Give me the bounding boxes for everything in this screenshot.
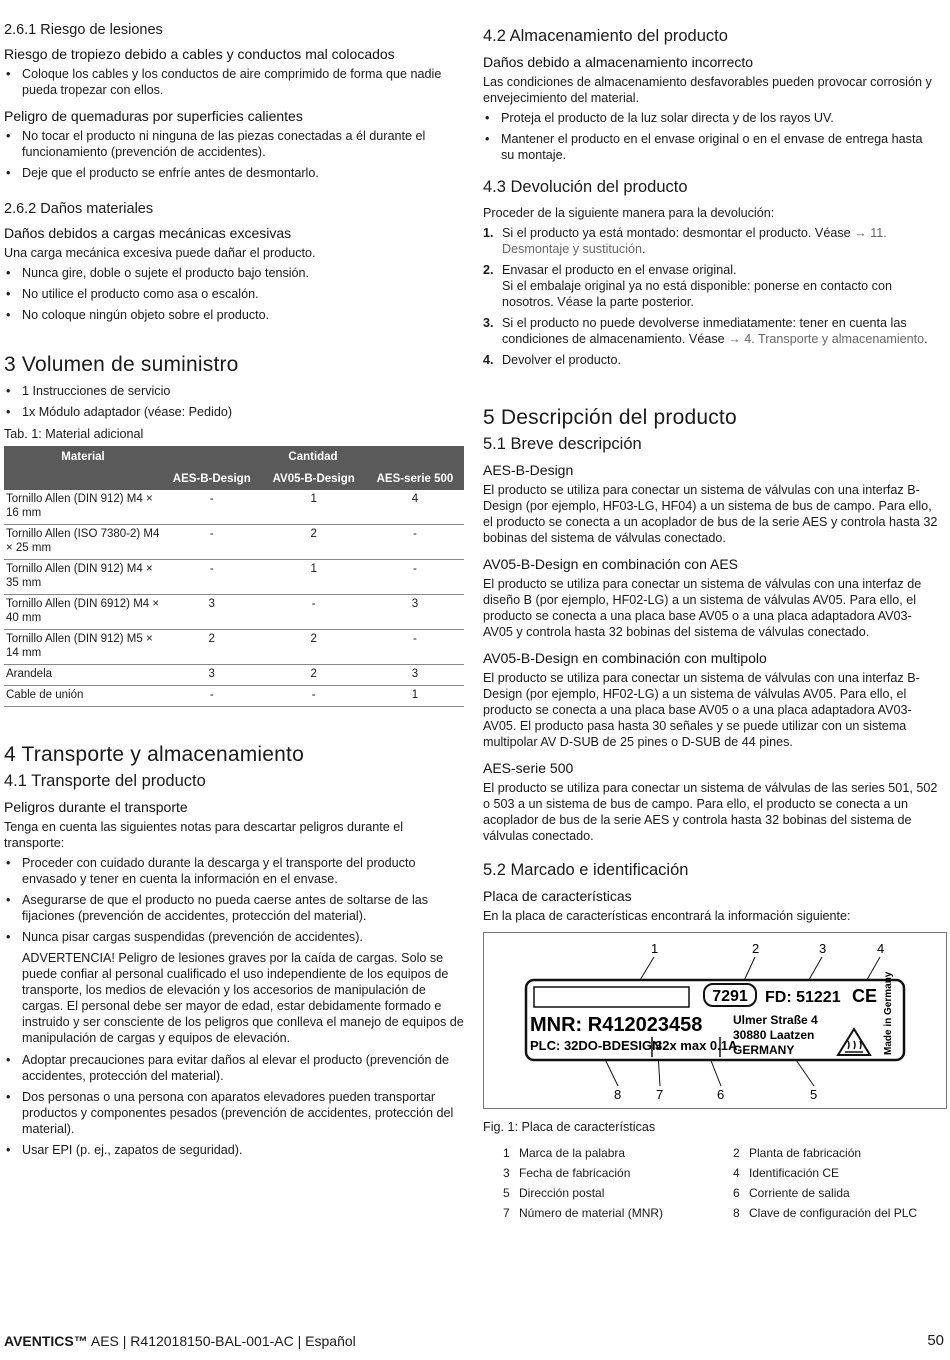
table-row xyxy=(4,595,464,630)
material-name-cell: Tornillo Allen (DIN 912) M5 × 14 mm xyxy=(4,630,162,665)
legend-number: 1 xyxy=(503,1146,510,1160)
table-row xyxy=(4,525,464,560)
legend-text: Clave de configuración del PLC xyxy=(749,1206,918,1220)
col-header-material: Material xyxy=(4,446,162,468)
legend-text: Corriente de salida xyxy=(749,1186,850,1200)
section-3-title: 3 Volumen de suministro xyxy=(4,353,239,376)
legend-text: Planta de fabricación xyxy=(749,1146,862,1160)
table-row xyxy=(4,630,464,665)
step-text: Devolver el producto. xyxy=(502,353,622,367)
mech-heading: Daños debidos a cargas mecánicas excesivas xyxy=(4,225,292,241)
list-item: • Proteja el producto de la luz solar directa y de los rayos UV. xyxy=(483,110,938,126)
material-name-cell: Tornillo Allen (DIN 6912) M4 × 40 mm xyxy=(4,595,162,630)
list-item: • No tocar el producto ni ninguna de las piezas conectadas a él durante el funcionamiento (prevención de accidentes). xyxy=(4,128,464,160)
col-header-cantidad: Cantidad xyxy=(162,446,464,468)
storage-list xyxy=(483,110,938,163)
material-name-cell: Arandela xyxy=(4,665,162,686)
fd-code: FD: 51221 xyxy=(765,989,841,1006)
step-number: 4. xyxy=(483,353,494,367)
quantity-cell: 3 xyxy=(366,665,464,686)
quantity-cell: 1 xyxy=(261,560,365,595)
burn-list xyxy=(4,128,464,181)
list-item: • Proceder con cuidado durante la descarga y el transporte del producto envasado y tener en cuenta la información en el envase. xyxy=(4,855,464,887)
trip-hazard-heading: Riesgo de tropiezo debido a cables y conductos mal colocados xyxy=(4,46,395,62)
transport-intro: Tenga en cuenta las siguientes notas para descartar peligros durante el transporte: xyxy=(4,820,404,850)
legend-text: Identificación CE xyxy=(749,1166,840,1180)
list-item: • Adoptar precauciones para evitar daños al elevar el producto (prevención de accidentes, protección del material). xyxy=(4,1052,464,1084)
callout-4: 4 xyxy=(877,941,885,956)
page-number: 50 xyxy=(927,1332,944,1349)
list-item: • No coloque ningún objeto sobre el producto. xyxy=(4,307,464,323)
quantity-cell: 3 xyxy=(366,595,464,630)
legend-number: 6 xyxy=(733,1186,740,1200)
list-item: • No utilice el producto como asa o escalón. xyxy=(4,286,464,302)
legend-item xyxy=(713,1145,943,1161)
legend-item xyxy=(483,1165,713,1181)
quantity-cell: 2 xyxy=(261,525,365,560)
word-mark-box xyxy=(534,987,689,1007)
list-item: • Usar EPI (p. ej., zapatos de seguridad). xyxy=(4,1142,464,1158)
quantity-cell: - xyxy=(162,525,261,560)
plate-intro: En la placa de características encontrará la información siguiente: xyxy=(483,909,851,923)
aes-b-text: El producto se utiliza para conectar un sistema de válvulas con una interfaz B-Design (por ejemplo, HF03-LG, HF04) a un sistema de bus de campo. Para ello, el producto se conecta a un acoplador de bus de la serie AES y controla hasta 32 bobinas del sistema de válvulas conectado. xyxy=(483,483,938,545)
quantity-cell: - xyxy=(162,686,261,707)
left-column xyxy=(4,0,464,1168)
section-4-3-title: 4.3 Devolución del producto xyxy=(483,178,688,196)
legend-text: Dirección postal xyxy=(519,1186,605,1200)
mech-intro: Una carga mecánica excesiva puede dañar el producto. xyxy=(4,246,316,260)
table-row xyxy=(4,686,464,707)
step-text: Si el producto ya está montado: desmontar el producto. Véase xyxy=(502,226,855,240)
transport-heading: Peligros durante el transporte xyxy=(4,799,188,815)
burn-hazard-heading: Peligro de quemaduras por superficies calientes xyxy=(4,108,303,124)
av05-multi-text: El producto se utiliza para conectar un sistema de válvulas con una interfaz B-Design (por ejemplo, HF02-LG) a un sistema de válvulas AV05. Para ello, el producto se conecta a una placa base AV05 o a una placa adaptadora AV03-AV05. El producto pasa hasta 30 señales y se puede utilizar con un sistema multipolar AV D-SUB de 25 pines o D-SUB de 44 pines. xyxy=(483,671,920,749)
figure-legend xyxy=(483,1145,938,1221)
quantity-cell: - xyxy=(366,525,464,560)
table-row xyxy=(4,560,464,595)
legend-number: 7 xyxy=(503,1206,510,1220)
storage-heading: Daños debido a almacenamiento incorrecto xyxy=(483,54,754,70)
section-5-2-title: 5.2 Marcado e identificación xyxy=(483,861,689,879)
list-item xyxy=(483,225,938,257)
transport-list xyxy=(4,855,464,945)
step-text-end: . xyxy=(642,242,646,256)
callout-6: 6 xyxy=(717,1087,725,1102)
step-number: 2. xyxy=(483,263,494,277)
list-item xyxy=(483,352,938,368)
list-item xyxy=(483,262,938,310)
brand-name: AVENTICS™ xyxy=(4,1333,88,1349)
legend-number: 5 xyxy=(503,1186,510,1200)
material-name-cell: Tornillo Allen (DIN 912) M4 × 16 mm xyxy=(4,490,162,525)
material-name-cell: Tornillo Allen (DIN 912) M4 × 35 mm xyxy=(4,560,162,595)
address-line-1: Ulmer Straße 4 xyxy=(733,1013,818,1027)
section-2-6-1-title: 2.6.1 Riesgo de lesiones xyxy=(4,22,163,38)
quantity-cell: - xyxy=(162,490,261,525)
warning-text: Peligro de lesiones graves por la caída de cargas. Solo se puede confiar al personal cualificado el uso independiente de los equipos de transporte, los medios de elevación y los accesorios de manipulación de cargas. El personal debe ser mayor de edad, estar debidamente formado e instruido y ser consciente de los peligros que conlleva el manejo de equipos de manipulación de cargas y equipos de elevación. xyxy=(22,951,464,1045)
quantity-cell: - xyxy=(162,560,261,595)
ce-mark: CE xyxy=(852,986,878,1006)
col-header-aes-b: AES-B-Design xyxy=(162,468,261,490)
right-column xyxy=(483,0,938,1221)
col-header-blank xyxy=(4,468,162,490)
legend-number: 4 xyxy=(733,1166,740,1180)
list-item: • Nunca pisar cargas suspendidas (prevención de accidentes). xyxy=(4,929,464,945)
legend-item xyxy=(483,1205,713,1221)
section-4-1-title: 4.1 Transporte del producto xyxy=(4,772,206,790)
section-5-title: 5 Descripción del producto xyxy=(483,406,737,429)
material-name-cell: Tornillo Allen (ISO 7380-2) M4 × 25 mm xyxy=(4,525,162,560)
legend-item xyxy=(483,1185,713,1201)
callout-7: 7 xyxy=(656,1087,664,1102)
list-item: • Asegurarse de que el producto no pueda caerse antes de soltarse de las fijaciones (prevención de accidentes, protección del material). xyxy=(4,892,464,924)
section-4-title: 4 Transporte y almacenamiento xyxy=(4,743,304,766)
table-caption: Tab. 1: Material adicional xyxy=(4,427,144,441)
table-body xyxy=(4,490,464,707)
list-item: • 1 Instrucciones de servicio xyxy=(4,383,464,399)
nameplate-figure xyxy=(483,932,947,1109)
plant-code: 7291 xyxy=(712,988,748,1005)
list-item xyxy=(483,315,938,347)
warning-label: ADVERTENCIA! xyxy=(22,951,115,965)
aes-500-heading: AES-serie 500 xyxy=(483,760,574,776)
av05-aes-text: El producto se utiliza para conectar un sistema de válvulas con una interfaz de diseño B (por ejemplo, HF02-LG) a un sistema de válvulas AV05. Para ello, el producto se conecta a una placa base AV05 o a una placa adaptadora AV03-AV05 y controla hasta 32 bobinas del sistema de válvulas conectado. xyxy=(483,577,922,639)
step-text: Si el producto no puede devolverse inmediatamente: tener en cuenta las condiciones de almacenamiento. Véase xyxy=(502,316,907,346)
quantity-cell: 4 xyxy=(366,490,464,525)
quantity-cell: 2 xyxy=(261,665,365,686)
callout-1: 1 xyxy=(651,941,659,956)
storage-intro: Las condiciones de almacenamiento desfavorables pueden provocar corrosión y envejecimiento del material. xyxy=(483,75,932,105)
step-text-end: . xyxy=(924,332,928,346)
col-header-av05-b: AV05-B-Design xyxy=(261,468,365,490)
quantity-cell: - xyxy=(261,595,365,630)
figure-caption: Fig. 1: Placa de características xyxy=(483,1120,656,1134)
supply-list xyxy=(4,383,464,420)
material-table xyxy=(4,446,464,707)
list-item: • Coloque los cables y los conductos de aire comprimido de forma que nadie pueda tropezar con ellos. xyxy=(4,66,464,98)
table-row xyxy=(4,490,464,525)
list-item: • Nunca gire, doble o sujete el producto bajo tensión. xyxy=(4,265,464,281)
av05-aes-heading: AV05-B-Design en combinación con AES xyxy=(483,556,738,572)
section-4-2-title: 4.2 Almacenamiento del producto xyxy=(483,27,728,45)
aes-500-text: El producto se utiliza para conectar un sistema de válvulas de las series 501, 502 o 503 a un sistema de bus de campo. Para ello, el producto se conecta a un acoplador de bus de la serie AES y controla hasta 32 bobinas del sistema de válvulas conectado. xyxy=(483,781,938,843)
return-steps xyxy=(483,225,938,368)
col-header-aes-500: AES-serie 500 xyxy=(366,468,464,490)
mnr-text: MNR: R412023458 xyxy=(530,1014,703,1036)
quantity-cell: 1 xyxy=(366,686,464,707)
trip-list xyxy=(4,66,464,98)
callout-5: 5 xyxy=(810,1087,818,1102)
list-item: • Mantener el producto en el envase original o en el envase de entrega hasta su montaje. xyxy=(483,131,938,163)
legend-item xyxy=(713,1165,943,1181)
material-name-cell: Cable de unión xyxy=(4,686,162,707)
address-line-2: 30880 Laatzen xyxy=(733,1028,815,1042)
warning-note xyxy=(4,950,464,1046)
nameplate-drawing xyxy=(484,933,946,1108)
legend-text: Marca de la palabra xyxy=(519,1146,626,1160)
quantity-cell: - xyxy=(366,630,464,665)
list-item: • 1x Módulo adaptador (véase: Pedido) xyxy=(4,404,464,420)
quantity-cell: 1 xyxy=(261,490,365,525)
section-2-6-2-title: 2.6.2 Daños materiales xyxy=(4,201,154,217)
legend-text: Número de material (MNR) xyxy=(519,1206,664,1220)
list-item: • Dos personas o una persona con aparatos elevadores pueden transportar productos y componentes pesados (prevención de accidentes, protección del material). xyxy=(4,1089,464,1137)
legend-item xyxy=(713,1205,943,1221)
aes-b-heading: AES-B-Design xyxy=(483,462,574,478)
callout-8: 8 xyxy=(614,1087,622,1102)
callout-2: 2 xyxy=(752,941,760,956)
legend-number: 3 xyxy=(503,1166,510,1180)
doc-id: AES | R412018150-BAL-001-AC | Español xyxy=(87,1333,356,1349)
step-number: 3. xyxy=(483,316,494,330)
quantity-cell: 3 xyxy=(162,595,261,630)
callout-3: 3 xyxy=(819,941,827,956)
step-number: 1. xyxy=(483,226,494,240)
made-in-germany-text: Made in Germany xyxy=(883,971,894,1055)
plate-heading: Placa de características xyxy=(483,888,632,904)
section-5-1-title: 5.1 Breve descripción xyxy=(483,435,642,453)
cross-reference-link[interactable]: → 11. Desmontaje y sustitución xyxy=(502,226,887,256)
address-line-3: GERMANY xyxy=(733,1043,795,1057)
av05-multi-heading: AV05-B-Design en combinación con multipolo xyxy=(483,650,767,666)
return-intro: Proceder de la siguiente manera para la devolución: xyxy=(483,206,775,220)
mech-list xyxy=(4,265,464,323)
quantity-cell: 2 xyxy=(261,630,365,665)
plc-text: PLC: 32DO-BDESIGN xyxy=(530,1038,662,1053)
quantity-cell: 3 xyxy=(162,665,261,686)
list-item: • Deje que el producto se enfríe antes de desmontarlo. xyxy=(4,165,464,181)
legend-number: 8 xyxy=(733,1206,740,1220)
output-text: 32x max 0.1A xyxy=(655,1038,738,1053)
table-row xyxy=(4,665,464,686)
transport-list-2 xyxy=(4,1052,464,1158)
quantity-cell: - xyxy=(366,560,464,595)
legend-item xyxy=(713,1185,943,1201)
legend-item xyxy=(483,1145,713,1161)
step-text: Envasar el producto en el envase original. Si el embalaje original ya no está disponible: ponerse en contacto con nosotros. Véase la parte posterior. xyxy=(502,263,892,309)
footer xyxy=(4,1333,356,1349)
quantity-cell: 2 xyxy=(162,630,261,665)
cross-reference-link[interactable]: → 4. Transporte y almacenamiento xyxy=(728,332,925,346)
legend-text: Fecha de fabricación xyxy=(519,1166,631,1180)
legend-number: 2 xyxy=(733,1146,740,1160)
quantity-cell: - xyxy=(261,686,365,707)
